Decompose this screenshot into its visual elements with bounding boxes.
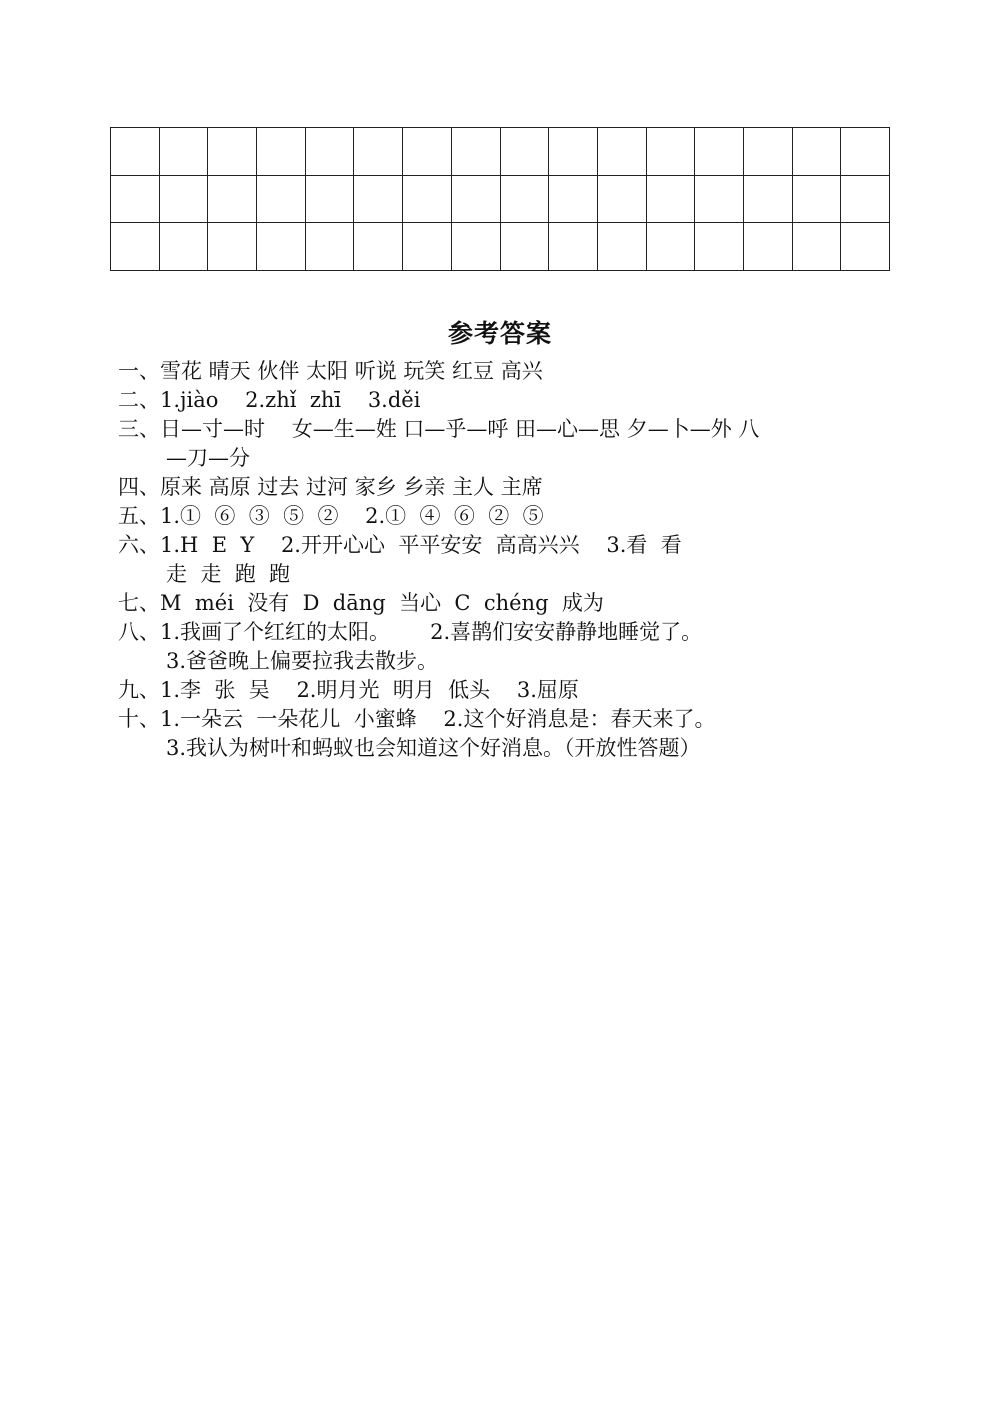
answer-line: 三、日—寸—时 女—生—姓 口—乎—呼 田—心—思 夕—卜—外 八: [118, 417, 760, 441]
grid-cell: [452, 223, 501, 271]
grid-cell: [793, 176, 842, 224]
grid-cell: [841, 128, 890, 176]
grid-cell: [403, 176, 452, 224]
grid-cell: [793, 223, 842, 271]
grid-cell: [598, 128, 647, 176]
grid-cell: [793, 128, 842, 176]
grid-cell: [257, 128, 306, 176]
answer-line: 一、雪花 晴天 伙伴 太阳 听说 玩笑 红豆 高兴: [118, 359, 543, 383]
answer-line: —刀—分: [166, 446, 250, 470]
grid-cell: [744, 223, 793, 271]
writing-grid: [110, 127, 890, 271]
answer-line: 十、1.一朵云 一朵花儿 小蜜蜂 2.这个好消息是：春天来了。: [118, 707, 716, 731]
grid-cell: [647, 176, 696, 224]
grid-cell: [598, 176, 647, 224]
answer-line: 3.我认为树叶和蚂蚁也会知道这个好消息。（开放性答题）: [166, 736, 701, 760]
grid-cell: [841, 176, 890, 224]
grid-cell: [257, 223, 306, 271]
grid-cell: [111, 128, 160, 176]
grid-cell: [744, 176, 793, 224]
grid-cell: [744, 128, 793, 176]
grid-cell: [841, 223, 890, 271]
answer-line: 二、1.jiào 2.zhǐ zhī 3.děi: [118, 388, 421, 412]
answer-line: 七、M méi 没有 D dāng 当心 C chéng 成为: [118, 591, 604, 615]
grid-cell: [160, 223, 209, 271]
grid-cell: [501, 176, 550, 224]
grid-cell: [695, 176, 744, 224]
grid-cell: [501, 128, 550, 176]
grid-cell: [208, 128, 257, 176]
grid-cell: [306, 223, 355, 271]
grid-cell: [354, 176, 403, 224]
answer-line: 五、1.① ⑥ ③ ⑤ ② 2.① ④ ⑥ ② ⑤: [118, 504, 544, 528]
grid-cell: [647, 223, 696, 271]
grid-cell: [208, 223, 257, 271]
grid-cell: [598, 223, 647, 271]
grid-cell: [354, 128, 403, 176]
grid-cell: [160, 128, 209, 176]
answer-line: 六、1.H E Y 2.开开心心 平平安安 高高兴兴 3.看 看: [118, 533, 682, 557]
grid-cell: [695, 128, 744, 176]
grid-cell: [111, 223, 160, 271]
answer-line: 3.爸爸晚上偏要拉我去散步。: [166, 649, 439, 673]
grid-cell: [452, 128, 501, 176]
grid-cell: [354, 223, 403, 271]
grid-cell: [403, 223, 452, 271]
grid-cell: [549, 128, 598, 176]
answer-line: 四、原来 高原 过去 过河 家乡 乡亲 主人 主席: [118, 475, 543, 499]
grid-cell: [160, 176, 209, 224]
answer-line: 八、1.我画了个红红的太阳。 2.喜鹊们安安静静地睡觉了。: [118, 620, 703, 644]
grid-cell: [695, 223, 744, 271]
grid-cell: [549, 176, 598, 224]
answer-list: [118, 357, 898, 763]
grid-cell: [208, 176, 257, 224]
grid-cell: [306, 176, 355, 224]
grid-cell: [501, 223, 550, 271]
grid-cell: [306, 128, 355, 176]
answer-line: 九、1.李 张 吴 2.明月光 明月 低头 3.屈原: [118, 678, 579, 702]
grid-cell: [549, 223, 598, 271]
grid-cell: [257, 176, 306, 224]
grid-cell: [111, 176, 160, 224]
answer-line: 走 走 跑 跑: [166, 562, 291, 586]
answer-key-title: 参考答案: [447, 319, 552, 348]
grid-cell: [647, 128, 696, 176]
grid-cell: [452, 176, 501, 224]
grid-cell: [403, 128, 452, 176]
